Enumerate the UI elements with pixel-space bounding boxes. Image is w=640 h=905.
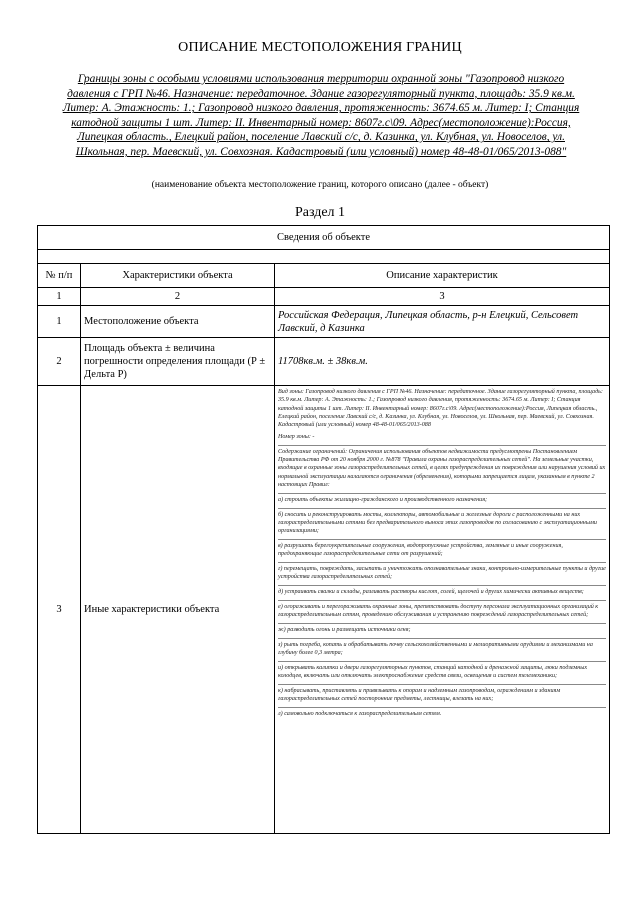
row-2-number: 2 — [38, 338, 81, 386]
row-1-number: 1 — [38, 306, 81, 338]
row-3-number: 3 — [38, 386, 81, 834]
header-description: Описание характеристик — [275, 264, 610, 288]
object-info-table — [37, 225, 610, 834]
table-row — [38, 338, 610, 386]
table-row — [38, 306, 610, 338]
row-3-paragraph: в) разрушать берегоукрепительные сооружения, водопропускные устройства, земляные и иные сооружения, предохраняющие газораспределительные сети от разрушений; — [278, 539, 606, 559]
table-row — [38, 386, 610, 834]
col-number-1: 1 — [38, 288, 81, 306]
row-3-name: Иные характеристики объекта — [81, 386, 275, 834]
row-3-paragraph: л) самовольно подключаться к газораспределительным сетям. — [278, 707, 606, 718]
object-caption: (наименование объекта местоположение границ, которого описано (далее - объект) — [151, 180, 489, 190]
row-2-name: Площадь объекта ± величина погрешности определения площади (Р ± Дельта Р) — [81, 338, 275, 386]
row-3-paragraph: Вид зоны: Газопровод низкого давления с ГРП №46. Назначение: передаточное. Здание газорегуляторный пункта, площадь: 35.9 кв.м. Литер: А. Этажность: 1.; Газопровод низкого давления, протяженность: 3674.65 м. Литер: I; Станция катодной защиты 1 шт. Литер: II. Инвентарный номер: 8607г.с\09. Адрес(местоположение):Россия, Липецкая область., Елецкий район, поселение Лавский с/с, д. Казинка, ул. Клубная, ул. Новоселов, ул. Школьная, пер. Маевский, ул. Совхозная. Кадастровый (или условный) номер 48-48-01/065/2013-088 — [278, 389, 603, 429]
row-3-paragraph: Содержание ограничений: Ограничения использования объектов недвижимости предусмотрены Постановлением Правительства РФ от 20 ноября 2000 г. №878 "Правила охраны газораспределительных сетей". На земельные участки, входящие в охранные зоны газораспределительных сетей, в целях предупреждения их повреждения или нарушения условий их нормальной эксплуатации налагаются ограничения (обременения), которыми запрещается лицам, указанным в пункте 2 настоящих Правил: — [278, 445, 606, 489]
row-3-paragraph: и) открывать калитки и двери газорегуляторных пунктов, станций катодной и дренажной защиты, люки подземных колодцев, включать или отключать электроснабжение средств связи, освещения и систем телемеханики; — [278, 661, 606, 681]
row-2-value: 11708кв.м. ± 38кв.м. — [275, 338, 610, 386]
row-3-paragraph: з) рыть погреба, копать и обрабатывать почву сельскохозяйственными и мелиоративными орудиями и механизмами на глубину более 0,3 метра; — [278, 638, 606, 658]
section-title: Раздел 1 — [294, 205, 346, 220]
row-3-paragraph: б) сносить и реконструировать мосты, коллекторы, автомобильные и железные дороги с расположенными на них газораспределительными сетями без предварительного выноса этих газопроводов по согласованию с эксплуатационными организациями; — [278, 508, 606, 536]
row-1-value: Российская Федерация, Липецкая область, р-н Елецкий, Сельсовет Лавский, д Казинка — [275, 306, 610, 338]
row-3-paragraph: д) устраивать свалки и склады, разливать растворы кислот, солей, щелочей и других химически активных веществ; — [278, 585, 606, 596]
row-3-paragraph: к) набрасывать, приставлять и привязывать к опорам и надземным газопроводам, ограждениям и зданиям газораспределительных сетей посторонние предметы, лестницы, влезать на них; — [278, 684, 606, 704]
row-3-paragraph: ж) разводить огонь и размещать источники огня; — [278, 623, 606, 634]
row-3-paragraph: Номер зоны: - — [278, 433, 315, 440]
object-description-text: Границы зоны с особыми условиями использования территории охранной зоны "Газопровод низкого давления с ГРП №46. Назначение: передаточное. Здание газорегуляторный пункта, площадь: 35.9 кв.м. Литер: А. Этажность: 1.; Газопровод низкого давления, протяженность: 3674.65 м. Литер: I; Станция катодной защиты 1 шт. Литер: II. Инвентарный номер: 8607г.с\09. Адрес(местоположение):Россия, Липецкая область., Елецкий район, поселение Лавский с/с, д. Казинка, ул. Клубная, ул. Новоселов, ул. Школьная, пер. Маевский, ул. Совхозная. Кадастровый (или условный) номер 48-48-01/065/2013-088" — [62, 73, 580, 158]
col-number-2: 2 — [81, 288, 275, 306]
object-description — [58, 72, 584, 160]
row-3-value — [275, 386, 610, 834]
header-characteristic: Характеристики объекта — [81, 264, 275, 288]
col-number-3: 3 — [275, 288, 610, 306]
row-3-paragraph: е) огораживать и перегораживать охранные зоны, препятствовать доступу персонала эксплуатационных организаций к газораспределительным сетям, проведению обслуживания и устранению повреждений газораспределительных сетей; — [278, 600, 606, 620]
row-3-paragraph: а) строить объекты жилищно-гражданского и производственного назначения; — [278, 493, 606, 504]
table-spacer-row — [38, 250, 610, 264]
row-1-name: Местоположение объекта — [81, 306, 275, 338]
row-3-paragraph: г) перемещать, повреждать, засыпать и уничтожать опознавательные знаки, контрольно-измерительные пункты и другие устройства газораспределительных сетей; — [278, 562, 606, 582]
document-title: ОПИСАНИЕ МЕСТОПОЛОЖЕНИЯ ГРАНИЦ — [178, 40, 462, 55]
table-title: Сведения об объекте — [38, 226, 610, 250]
header-number: № п/п — [38, 264, 81, 288]
